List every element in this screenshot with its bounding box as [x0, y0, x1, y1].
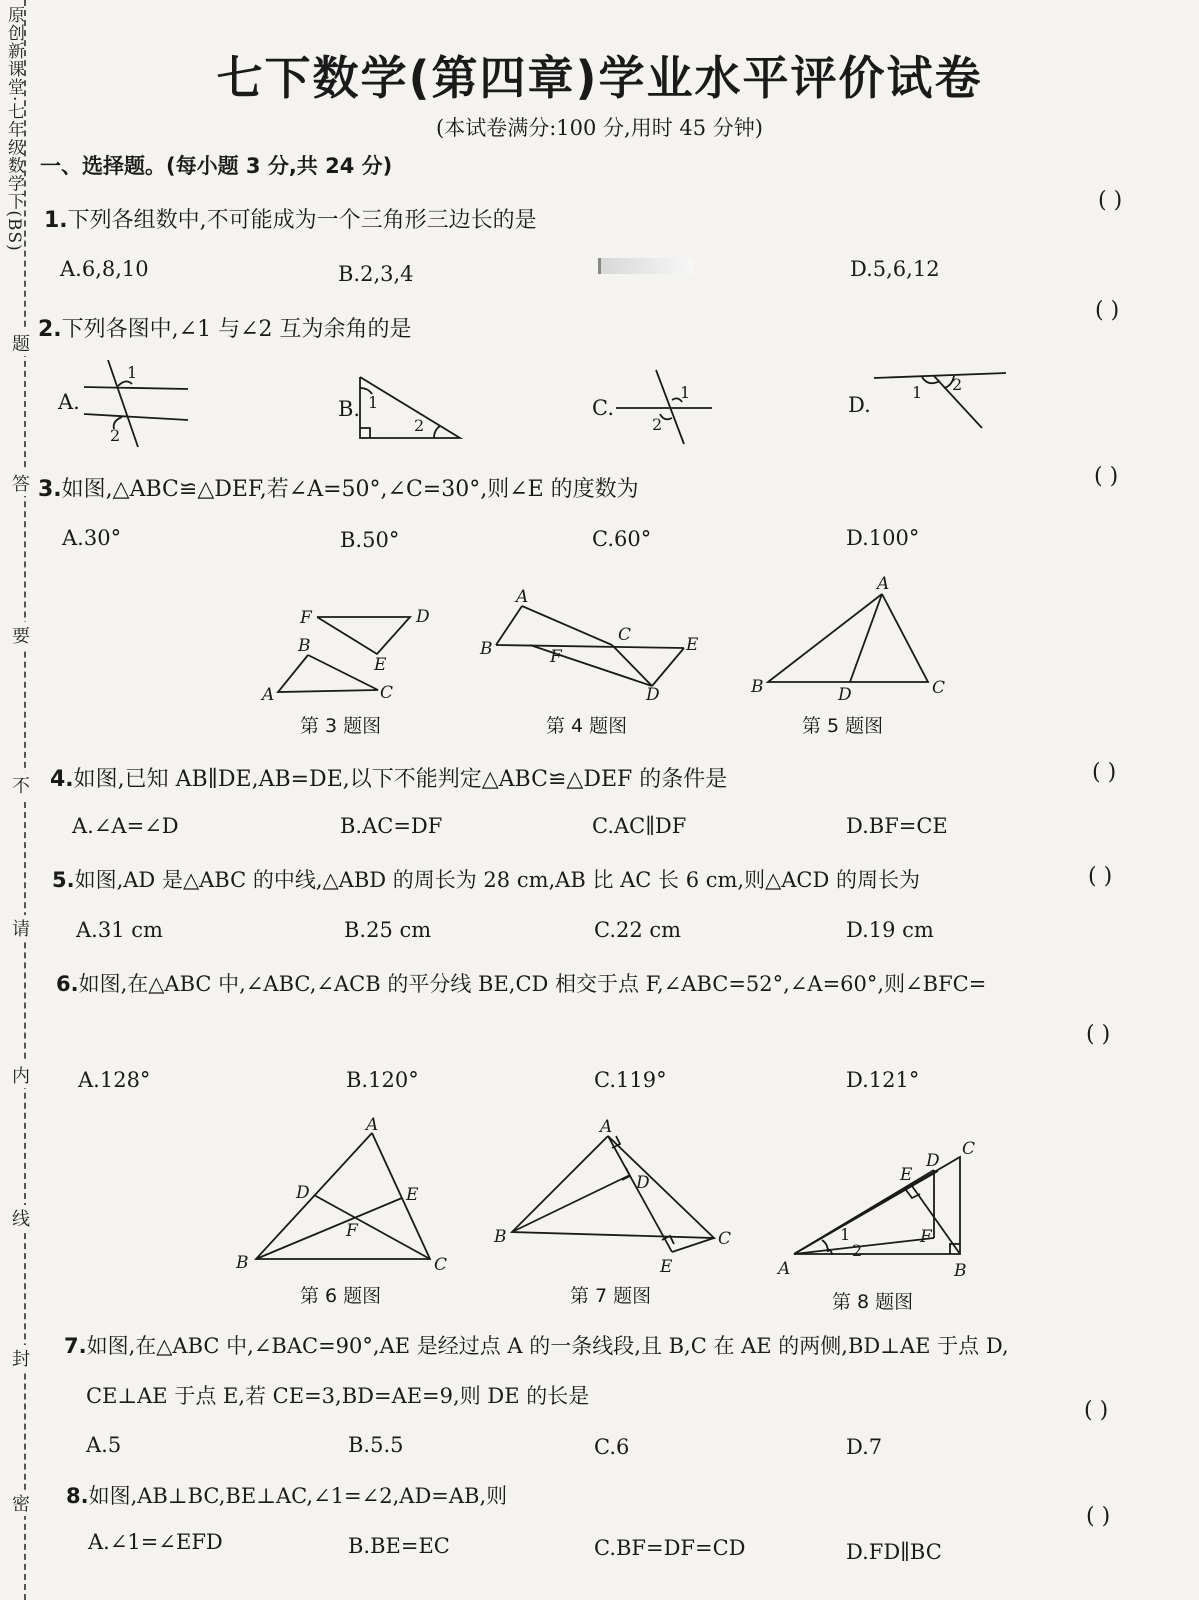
answer-bracket: ( ): [1086, 1022, 1111, 1047]
point-label: D: [646, 685, 660, 705]
seal-char: 不: [12, 772, 30, 798]
angle-label: 1: [368, 393, 379, 412]
option-c: C.: [592, 396, 614, 420]
figure-5: [768, 594, 928, 682]
option-a: A.6,8,10: [60, 257, 149, 281]
option-d: D.7: [846, 1435, 883, 1459]
q2-figure-d: [874, 373, 1006, 428]
angle-label: 2: [414, 416, 425, 435]
answer-bracket: ( ): [1088, 864, 1113, 889]
option-d: D.100°: [846, 526, 920, 550]
question-6: 6.如图,在△ABC 中,∠ABC,∠ACB 的平分线 BE,CD 相交于点 F,∠ABC=52°,∠A=60°,则∠BFC=: [56, 972, 987, 996]
point-label: B: [494, 1227, 507, 1247]
section-heading: 一、选择题。(每小题 3 分,共 24 分): [40, 154, 393, 178]
figure-caption: 第 3 题图: [300, 715, 382, 737]
point-label: B: [954, 1261, 967, 1281]
answer-bracket: ( ): [1084, 1398, 1109, 1423]
point-label: A: [778, 1259, 791, 1279]
option-a: A.30°: [62, 526, 122, 550]
option-b: B.5.5: [348, 1433, 404, 1457]
option-b: B.120°: [346, 1068, 419, 1092]
figure-caption: 第 5 题图: [802, 715, 884, 737]
point-label: C: [618, 625, 632, 645]
point-label: C: [718, 1229, 732, 1249]
question-4: 4.如图,已知 AB∥DE,AB=DE,以下不能判定△ABC≌△DEF 的条件是: [50, 767, 728, 792]
option-a: A.31 cm: [76, 918, 163, 942]
angle-label: 2: [652, 415, 663, 434]
question-5: 5.如图,AD 是△ABC 的中线,△ABD 的周长为 28 cm,AB 比 AC 长 6 cm,则△ACD 的周长为: [52, 868, 920, 892]
option-c: C.6: [594, 1435, 630, 1459]
question-2: 2.下列各图中,∠1 与∠2 互为余角的是: [38, 317, 412, 342]
question-1: 1.下列各组数中,不可能成为一个三角形三边长的是: [44, 208, 537, 233]
angle-label: 2: [110, 426, 121, 445]
option-b: B.2,3,4: [338, 262, 414, 286]
point-label: A: [516, 587, 529, 607]
question-7: 7.如图,在△ABC 中,∠BAC=90°,AE 是经过点 A 的一条线段,且 B,C 在 AE 的两侧,BD⊥AE 于点 D,: [64, 1334, 1009, 1358]
seal-char: 答: [12, 470, 30, 496]
point-label: B: [298, 636, 311, 656]
point-label: E: [660, 1257, 673, 1277]
option-d: D.BF=CE: [846, 814, 948, 838]
point-label: F: [300, 608, 312, 628]
figure-6: [256, 1133, 430, 1259]
answer-bracket: ( ): [1092, 760, 1117, 785]
point-label: D: [416, 607, 430, 627]
option-c: C.BF=DF=CD: [594, 1536, 746, 1560]
point-label: C: [434, 1255, 448, 1275]
figure-7: [512, 1136, 714, 1252]
figure-caption: 第 7 题图: [570, 1285, 652, 1307]
seal-char: 要: [12, 622, 30, 648]
option-d: D.FD∥BC: [846, 1540, 942, 1564]
option-d: D.121°: [846, 1068, 920, 1092]
option-d: D.5,6,12: [850, 257, 940, 281]
margin-book-title: 原创新课堂·七年级数学下(BS): [4, 6, 24, 252]
answer-bracket: ( ): [1098, 188, 1123, 213]
point-label: E: [686, 635, 699, 655]
option-c: C.AC∥DF: [592, 814, 687, 838]
seal-char: 封: [12, 1345, 30, 1371]
point-label: E: [900, 1165, 913, 1185]
figure-caption: 第 6 题图: [300, 1285, 382, 1307]
point-label: F: [346, 1221, 358, 1241]
option-c: C.119°: [594, 1068, 667, 1092]
point-label: F: [550, 647, 562, 667]
option-c: C.22 cm: [594, 918, 682, 942]
point-label: D: [926, 1151, 940, 1171]
point-label: E: [406, 1185, 419, 1205]
answer-bracket: ( ): [1086, 1504, 1111, 1529]
angle-label: 1: [912, 383, 923, 402]
option-d: D.: [848, 393, 871, 417]
option-a: A.∠A=∠D: [72, 814, 179, 838]
option-b: B.BE=EC: [348, 1534, 450, 1558]
option-a: A.5: [86, 1433, 122, 1457]
point-label: E: [374, 655, 387, 675]
point-label: D: [296, 1183, 310, 1203]
figure-8: [794, 1157, 960, 1255]
angle-label: 1: [680, 383, 691, 402]
answer-bracket: ( ): [1095, 298, 1120, 323]
question-7-line-2: CE⊥AE 于点 E,若 CE=3,BD=AE=9,则 DE 的长是: [86, 1384, 590, 1408]
option-c: C.60°: [592, 527, 652, 551]
point-label: A: [262, 685, 275, 705]
option-d: D.19 cm: [846, 918, 934, 942]
option-b: B.: [338, 397, 361, 421]
point-label: B: [236, 1253, 249, 1273]
figure-4: [496, 606, 684, 686]
seal-char: 题: [12, 330, 30, 356]
point-label: C: [962, 1139, 976, 1159]
point-label: B: [480, 639, 493, 659]
seal-char: 线: [12, 1205, 30, 1231]
seal-char: 内: [12, 1062, 30, 1088]
angle-label: 1: [840, 1225, 851, 1244]
point-label: D: [838, 685, 852, 705]
answer-bracket: ( ): [1094, 464, 1119, 489]
point-label: A: [600, 1117, 613, 1137]
angle-label: 1: [127, 363, 138, 382]
point-label: A: [366, 1115, 379, 1135]
page-title: 七下数学(第四章)学业水平评价试卷: [216, 51, 983, 105]
option-b: B.AC=DF: [340, 814, 443, 838]
question-8: 8.如图,AB⊥BC,BE⊥AC,∠1=∠2,AD=AB,则: [66, 1484, 508, 1508]
option-a: A.: [58, 390, 80, 414]
option-b: B.50°: [340, 528, 400, 552]
seal-char: 请: [12, 915, 30, 941]
angle-label: 2: [852, 1241, 863, 1260]
point-label: B: [751, 677, 764, 697]
option-a: A.128°: [78, 1068, 151, 1092]
option-a: A.∠1=∠EFD: [88, 1530, 223, 1554]
question-3: 3.如图,△ABC≌△DEF,若∠A=50°,∠C=30°,则∠E 的度数为: [38, 477, 639, 502]
point-label: C: [932, 678, 946, 698]
option-b: B.25 cm: [344, 918, 432, 942]
q2-figure-c: [616, 370, 712, 444]
figure-caption: 第 4 题图: [546, 715, 628, 737]
point-label: F: [920, 1227, 932, 1247]
point-label: A: [877, 574, 890, 594]
page-subtitle: (本试卷满分:100 分,用时 45 分钟): [436, 116, 763, 140]
point-label: D: [636, 1173, 650, 1193]
angle-label: 2: [952, 375, 963, 394]
point-label: C: [380, 683, 394, 703]
seal-char: 密: [12, 1490, 30, 1516]
figure-caption: 第 8 题图: [832, 1291, 914, 1313]
